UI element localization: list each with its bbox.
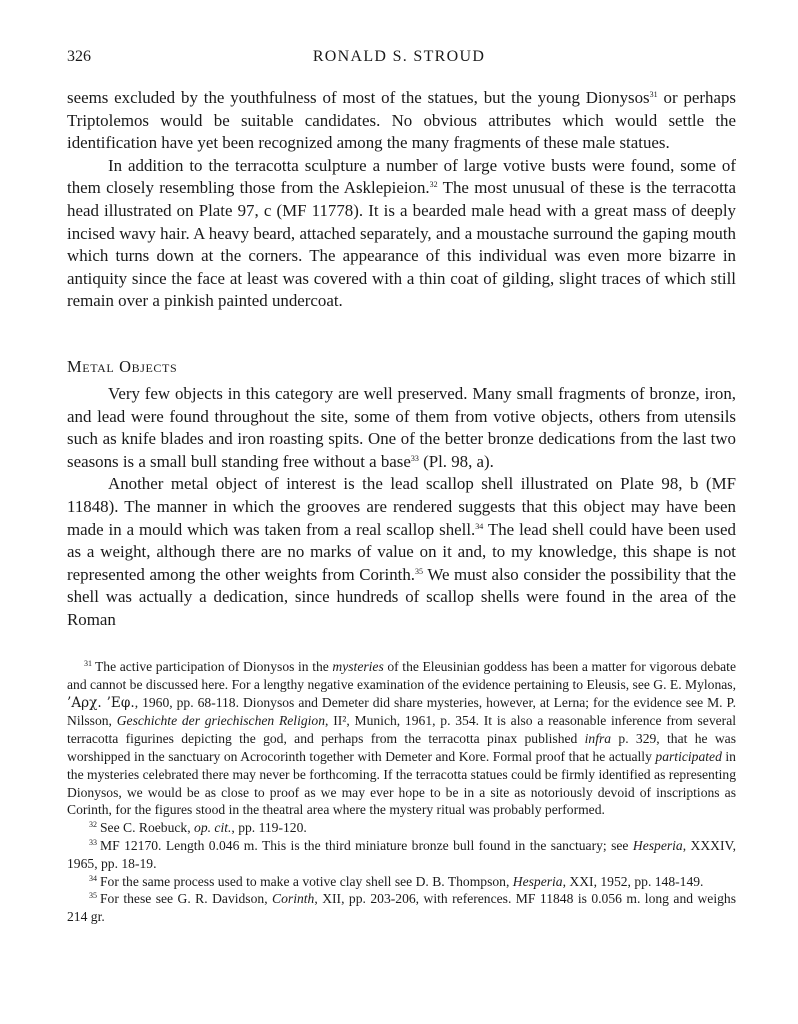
footnote-text: , 1960, pp. 68-118. Dionysos and Demeter did share mysteries, however, at Lerna; for the evidence see M. P. Nilsson, [67,694,736,729]
page-number: 326 [67,48,91,65]
footnote-italic: Hesperia [512,873,563,889]
greek-citation: ’Αρχ. ’Εφ. [67,694,135,711]
footnote-text: For the same process used to make a votive clay shell see D. B. Thompson, [100,873,513,889]
paragraph-text: The most unusual of these is the terracotta head illustrated on Plate 97, c (MF 11778). It is a bearded male head with a great mass of deeply incised wavy hair. A heavy beard, attached separately, and a moustache surround the gaping mouth which turns down at the corners. The appearance of this individual was even more bizarre in antiquity since the face at least was covered with a thin coat of gilding, slight traces of which still remain over a pinkish painted undercoat. [67,178,736,311]
footnote-text: in the mysteries celebrated there may never be forthcoming. If the terracotta statues could be firmly identified as representing Dionysos, we would be as close to proof as we may ever hope to be in a site as notoriously devoid of inscriptions as Corinth, for the figures stood in the theatral area where the mystery ritual was probably performed. [67,748,736,818]
paragraph-text: seems excluded by the youthfulness of most of the statues, but the young Dionysos [67,88,650,107]
footnote-33 [67,837,736,873]
footnote-text: See C. Roebuck, [100,820,195,836]
footnote-number: 33 [89,837,97,847]
footnote-italic: Hesperia [632,837,683,853]
footnote-italic: participated [655,748,722,764]
body-text-upper [67,87,736,313]
footnote-italic: mysteries [332,659,384,674]
footnote-text: The active participation of Dionysos in the [95,659,333,674]
footnote-number: 31 [84,659,92,668]
footnote-text: , XXI, 1952, pp. 148-149. [562,873,704,889]
footnote-italic: infra [584,731,612,747]
footnote-text: , II², Munich, 1961, p. 354. It is also a reasonable inference from several terracotta figurines depicting the god, and perhaps from the terracotta pinax published [67,713,737,747]
footnote-35 [67,890,736,926]
footnote-ref-35[interactable]: 35 [415,566,424,576]
footnote-ref-33[interactable]: 33 [410,453,419,463]
footnote-32 [67,819,736,837]
footnote-number: 34 [89,873,97,883]
paragraph-statues [67,87,736,155]
footnote-number: 32 [89,820,97,830]
footnote-text: p. 329, that he was worshipped in the sanctuary on Acrocorinth together with Demeter and Kore. Formal proof that he actually [67,731,736,764]
footnote-text: MF 12170. Length 0.046 m. This is the third miniature bronze bull found in the sanctuary; see [100,837,633,853]
paragraph-text: or perhaps Triptolemos would be suitable candidates. No obvious attributes which would settle the identification have yet been recognized among the many fragments of these male statues. [67,88,737,153]
paragraph-text: Very few objects in this category are well preserved. Many small fragments of bronze, iron, and lead were found throughout the site, some of them from votive objects, others from utensils such as knife blades and iron roasting spits. One of the better bronze dedications from the last two seasons is a small bull standing free without a base [67,384,736,471]
running-head-author: RONALD S. STROUD [312,48,486,65]
footnote-text: , XII, pp. 203-206, with references. MF 11848 is 0.056 m. long and weighs 214 gr. [67,891,736,925]
footnote-italic: op. cit. [194,820,232,836]
paragraph-scallop-shell [67,473,736,631]
paragraph-text: In addition to the terracotta sculpture a number of large votive busts were found, some of them closely resembling those from the Asklepieion. [67,155,736,198]
paragraph-votive-busts [67,155,736,313]
paragraph-text: The lead shell could have been used as a weight, although there are no marks of value on it and, to my knowledge, this shape is not represented among the other weights from Corinth. [67,519,736,584]
body-text-lower [67,383,736,632]
footnote-ref-31[interactable]: 31 [649,90,658,99]
footnote-31 [67,658,736,819]
paragraph-text: We must also consider the possibility that the shell was actually a dedication, since hundreds of scallop shells were found in the area of the Roman [67,564,736,629]
footnote-italic: Geschichte der griechischen Religion [116,713,326,729]
footnote-text: For these see G. R. Davidson, [100,891,273,907]
paragraph-text: Another metal object of interest is the lead scallop shell illustrated on Plate 98, b (MF 11848). The manner in which the grooves are rendered suggests that this object may have been made in a mould which was taken from a real scallop shell. [67,474,736,539]
footnote-ref-34[interactable]: 34 [475,521,484,531]
footnote-ref-32[interactable]: 32 [429,180,438,190]
footnote-text: , pp. 119-120. [231,820,307,836]
footnote-number: 35 [89,891,97,901]
running-head [67,48,731,72]
paragraph-text: (Pl. 98, a). [418,451,494,471]
paragraph-metal-objects [67,383,736,473]
footnotes [67,658,736,926]
footnote-italic: Corinth [272,891,315,907]
footnote-34 [67,873,736,891]
section-heading: Metal Objects [67,357,178,376]
footnote-text: , XXXIV, 1965, pp. 18-19. [67,837,736,871]
footnote-text: of the Eleusinian goddess has been a matter for vigorous debate and cannot be discussed here. For a lengthy negative examination of the evidence pertaining to Eleusis, see G. E. Mylonas, [67,659,736,692]
